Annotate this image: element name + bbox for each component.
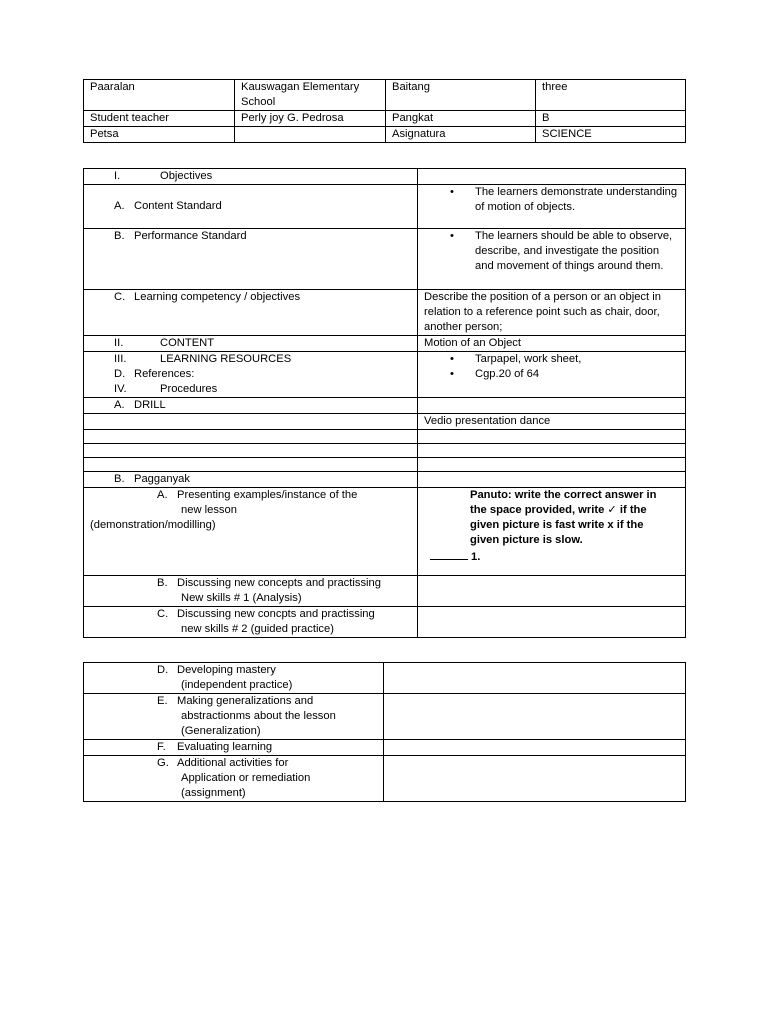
asignatura-label: Asignatura <box>386 127 536 143</box>
content-value: Motion of an Object <box>418 336 686 352</box>
presenting-label: A. Presenting examples/instance of the new lesson (demonstration/modilling) <box>84 488 418 576</box>
generalization-value <box>384 694 686 740</box>
mastery-label: D. Developing mastery (independent practice) <box>84 663 384 694</box>
content-standard-label: A. Content Standard <box>84 185 418 229</box>
objectives-value <box>418 169 686 185</box>
performance-standard-value: • The learners should be able to observe, describe, and investigate the position and movement of things around them. <box>418 229 686 290</box>
content-standard-value: • The learners demonstrate understanding of motion of objects. <box>418 185 686 229</box>
paaralan-label: Paaralan <box>84 80 235 111</box>
pagganyak-value <box>418 472 686 488</box>
resources-value: • Tarpapel, work sheet, • Cgp.20 of 64 <box>418 352 686 398</box>
empty-cell <box>84 430 418 444</box>
empty-cell <box>418 444 686 458</box>
pagganyak-heading: B. Pagganyak <box>84 472 418 488</box>
additional-value <box>384 756 686 802</box>
evaluating-label: F. Evaluating learning <box>84 740 384 756</box>
drill-heading: A. DRILL <box>84 398 418 414</box>
objectives-heading: I. Objectives <box>84 169 418 185</box>
competency-value: Describe the position of a person or an object in relation to a reference point such as chair, door, another person; <box>418 290 686 336</box>
competency-label: C. Learning competency / objectives <box>84 290 418 336</box>
discussing1-label: B. Discussing new concepts and practissing New skills # 1 (Analysis) <box>84 576 418 607</box>
drill-empty <box>418 398 686 414</box>
discussing1-value <box>418 576 686 607</box>
empty-cell <box>418 430 686 444</box>
generalization-label: E. Making generalizations and abstractionms about the lesson (Generalization) <box>84 694 384 740</box>
empty-cell <box>84 458 418 472</box>
asignatura-value: SCIENCE <box>536 127 686 143</box>
performance-standard-label: B. Performance Standard <box>84 229 418 290</box>
baitang-label: Baitang <box>386 80 536 111</box>
content-heading: II. CONTENT <box>84 336 418 352</box>
baitang-value: three <box>536 80 686 111</box>
resources-heading: III. LEARNING RESOURCES D. References: IV. Procedures <box>84 352 418 398</box>
pangkat-label: Pangkat <box>386 111 536 127</box>
pangkat-value: B <box>536 111 686 127</box>
petsa-label: Petsa <box>84 127 235 143</box>
mastery-value <box>384 663 686 694</box>
lesson-plan-table-2 <box>83 662 686 802</box>
student-teacher-value: Perly joy G. Pedrosa <box>235 111 386 127</box>
header-table <box>83 79 686 143</box>
empty-cell <box>84 444 418 458</box>
panuto-instructions: Panuto: write the correct answer in the space provided, write ✓ if the given picture is fast write x if the given picture is slow. 1. <box>418 488 686 576</box>
discussing2-label: C. Discussing new concpts and practissing new skills # 2 (guided practice) <box>84 607 418 638</box>
answer-blank <box>430 548 468 560</box>
additional-label: G. Additional activities for Application or remediation (assignment) <box>84 756 384 802</box>
lesson-plan-table <box>83 168 686 638</box>
empty-cell <box>418 458 686 472</box>
petsa-value <box>235 127 386 143</box>
paaralan-value: Kauswagan Elementary School <box>235 80 386 111</box>
evaluating-value <box>384 740 686 756</box>
drill-row-label <box>84 414 418 430</box>
discussing2-value <box>418 607 686 638</box>
student-teacher-label: Student teacher <box>84 111 235 127</box>
drill-value: Vedio presentation dance <box>418 414 686 430</box>
